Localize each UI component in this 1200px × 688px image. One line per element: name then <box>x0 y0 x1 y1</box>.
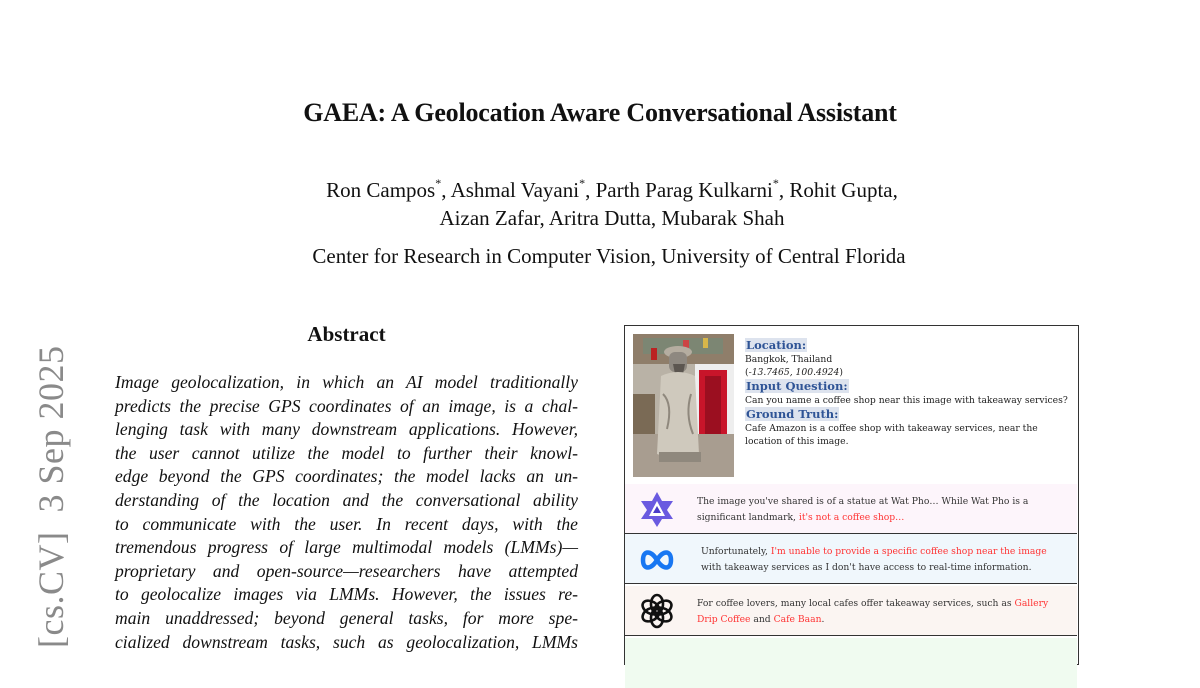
gemini-like-star-icon <box>635 490 679 528</box>
location-value: Bangkok, Thailand <box>745 354 833 365</box>
ground-truth-line: Cafe Amazon is a coffee shop with takeaway services, near the <box>745 423 1038 434</box>
response-plain-text: significant landmark, <box>697 512 799 523</box>
response-line <box>701 544 1076 560</box>
model-response-gaea <box>625 638 1077 688</box>
model-response-gemini <box>625 484 1077 534</box>
response-text <box>697 596 1072 628</box>
teaser-figure <box>624 325 1079 665</box>
location-label: Location: <box>746 338 807 352</box>
abstract-line: to communicate with the user. In recent days, with the <box>115 513 578 534</box>
author-line-2: Aizan Zafar, Aritra Dutta, Mubarak Shah <box>439 206 785 230</box>
ground-truth-line: location of this image. <box>745 436 849 447</box>
response-line <box>697 596 1072 612</box>
author-list <box>0 176 1200 232</box>
response-error-highlight: it's not a coffee shop… <box>798 512 905 523</box>
author-name: Rohit Gupta <box>789 178 893 202</box>
abstract-line: Image geolocalization, in which an AI model traditionally <box>115 372 578 392</box>
author-name: Ron Campos <box>326 178 436 202</box>
abstract-line: to geolocalize images via LMMs. However, the issues re- <box>115 584 578 605</box>
response-line <box>697 612 1072 628</box>
author-name: Parth Parag Kulkarni <box>595 178 773 202</box>
response-plain-text: and <box>750 614 774 625</box>
response-text <box>697 494 1072 526</box>
openai-knot-icon <box>635 592 679 630</box>
author-line-1: Ron Campos*, Ashmal Vayani*, Parth Parag Kulkarni*, Rohit Gupta, <box>326 176 898 202</box>
abstract-line: the user cannot utilize the model to further their knowl- <box>115 442 578 463</box>
response-error-highlight: Gallery <box>1014 598 1049 609</box>
question-value: Can you name a coffee shop near this image with takeaway services? <box>745 395 1068 406</box>
abstract-line: main unaddressed; beyond general tasks, for more spe- <box>115 607 578 628</box>
coordinates: (-13.7465, 100.4924) <box>745 367 843 378</box>
abstract-line: edge beyond the GPS coordinates; the model lacks an un- <box>115 466 578 487</box>
abstract-line: predicts the precise GPS coordinates of an image, is a chal- <box>115 395 578 416</box>
abstract-line: lenging task with many downstream applications. However, <box>115 419 578 440</box>
ground-truth-label: Ground Truth: <box>746 407 839 421</box>
meta-infinity-icon <box>635 540 679 578</box>
equal-contribution-mark: * <box>579 176 586 190</box>
arxiv-date: 3 Sep 2025 <box>31 345 71 513</box>
arxiv-stamp <box>30 328 72 648</box>
abstract-heading: Abstract <box>307 322 386 346</box>
response-line <box>697 510 1072 526</box>
model-response-llama <box>625 534 1077 584</box>
equal-contribution-mark: * <box>435 176 442 190</box>
abstract-line: proprietary and open-source—researchers have attempted <box>115 560 578 581</box>
wat-pho-statue-image <box>633 334 734 477</box>
response-plain-text: . <box>821 614 825 625</box>
response-text <box>701 544 1076 576</box>
response-error-highlight: I'm unable to provide a specific coffee shop near the image <box>770 546 1047 557</box>
response-line: with takeaway services as I don't have access to real-time information. <box>701 562 1032 573</box>
coordinates-value: -13.7465, 100.4924 <box>748 367 840 378</box>
query-details <box>745 338 1068 448</box>
figure-query-panel <box>625 326 1077 485</box>
response-plain-text: Unfortunately, <box>701 546 771 557</box>
model-response-gpt <box>625 586 1077 636</box>
question-label: Input Question: <box>746 379 848 393</box>
abstract-body <box>115 371 578 654</box>
response-plain-text: For coffee lovers, many local cafes offer takeaway services, such as <box>697 598 1015 609</box>
affiliation: Center for Research in Computer Vision, University of Central Florida <box>312 244 906 268</box>
author-name: Ashmal Vayani <box>450 178 580 202</box>
response-error-highlight: Cafe Baan <box>773 614 822 625</box>
abstract-line: cialized downstream tasks, such as geolocalization, LMMs <box>115 631 578 652</box>
abstract-line: derstanding of the location and the conversational ability <box>115 489 578 510</box>
response-line: The image you've shared is of a statue at Wat Pho… While Wat Pho is a <box>697 496 1029 507</box>
statue-photo <box>633 334 734 477</box>
paper-title: GAEA: A Geolocation Aware Conversational Assistant <box>303 98 897 127</box>
response-error-highlight: Drip Coffee <box>697 614 751 625</box>
arxiv-category: [cs.CV] <box>31 531 71 648</box>
abstract-line: tremendous progress of large multimodal models (LMMs)— <box>115 537 578 558</box>
equal-contribution-mark: * <box>772 176 779 190</box>
